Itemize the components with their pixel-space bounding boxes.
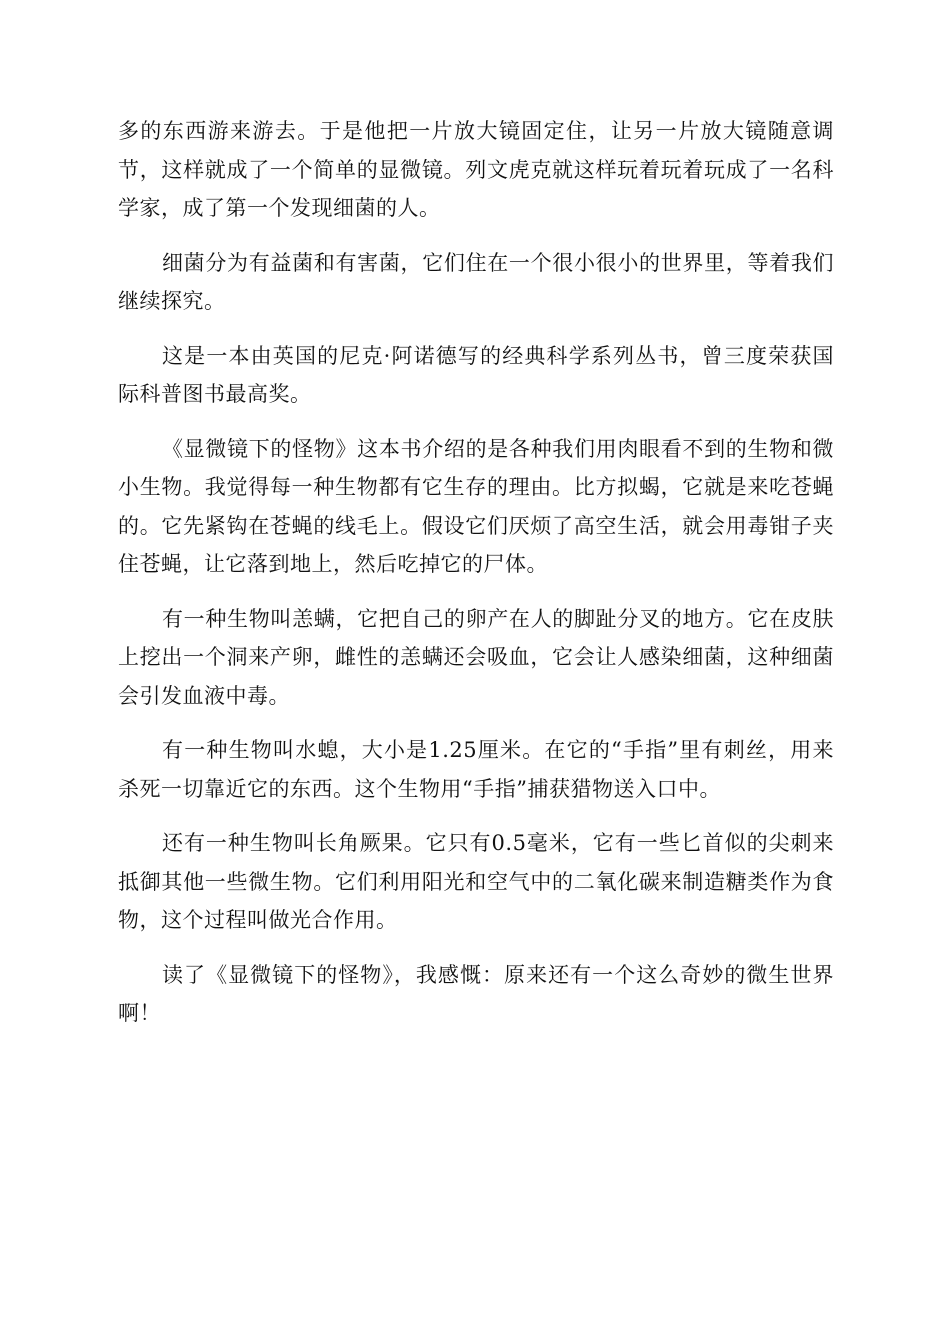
paragraph-microorganism: 还有一种生物叫长角厥果。它只有0.5毫米，它有一些匕首似的尖刺来抵御其他一些微生物。它们利用阳光和空气中的二氧化碳来制造糖类作为食物，这个过程叫做光合作用。 [118,831,834,932]
paragraph-book-intro: 这是一本由英国的尼克·阿诺德写的经典科学系列丛书，曾三度荣获国际科普图书最高奖。 [118,343,834,406]
paragraph-bacteria: 细菌分为有益菌和有害菌，它们住在一个很小很小的世界里，等着我们继续探究。 [118,250,834,313]
paragraph-conclusion: 读了《显微镜下的怪物》，我感慨：原来还有一个这么奇妙的微生世界啊！ [118,962,834,1025]
paragraph-continuation: 多的东西游来游去。于是他把一片放大镜固定住，让另一片放大镜随意调节，这样就成了一个简单的显微镜。列文虎克就这样玩着玩着玩成了一名科学家，成了第一个发现细菌的人。 [118,119,834,220]
paragraph-hydra: 有一种生物叫水螅，大小是1.25厘米。在它的“手指”里有刺丝，用来杀死一切靠近它的东西。这个生物用“手指”捕获猎物送入口中。 [118,738,834,801]
paragraph-pseudoscorpion: 《显微镜下的怪物》这本书介绍的是各种我们用肉眼看不到的生物和微小生物。我觉得每一种生物都有它生存的理由。比方拟蝎，它就是来吃苍蝇的。它先紧钩在苍蝇的线毛上。假设它们厌烦了高空生活，就会用毒钳子夹住苍蝇，让它落到地上，然后吃掉它的尸体。 [118,436,834,576]
paragraph-chigger: 有一种生物叫恙螨，它把自己的卵产在人的脚趾分叉的地方。它在皮肤上挖出一个洞来产卵，雌性的恙螨还会吸血，它会让人感染细菌，这种细菌会引发血液中毒。 [118,606,834,708]
document-body [118,112,834,1049]
